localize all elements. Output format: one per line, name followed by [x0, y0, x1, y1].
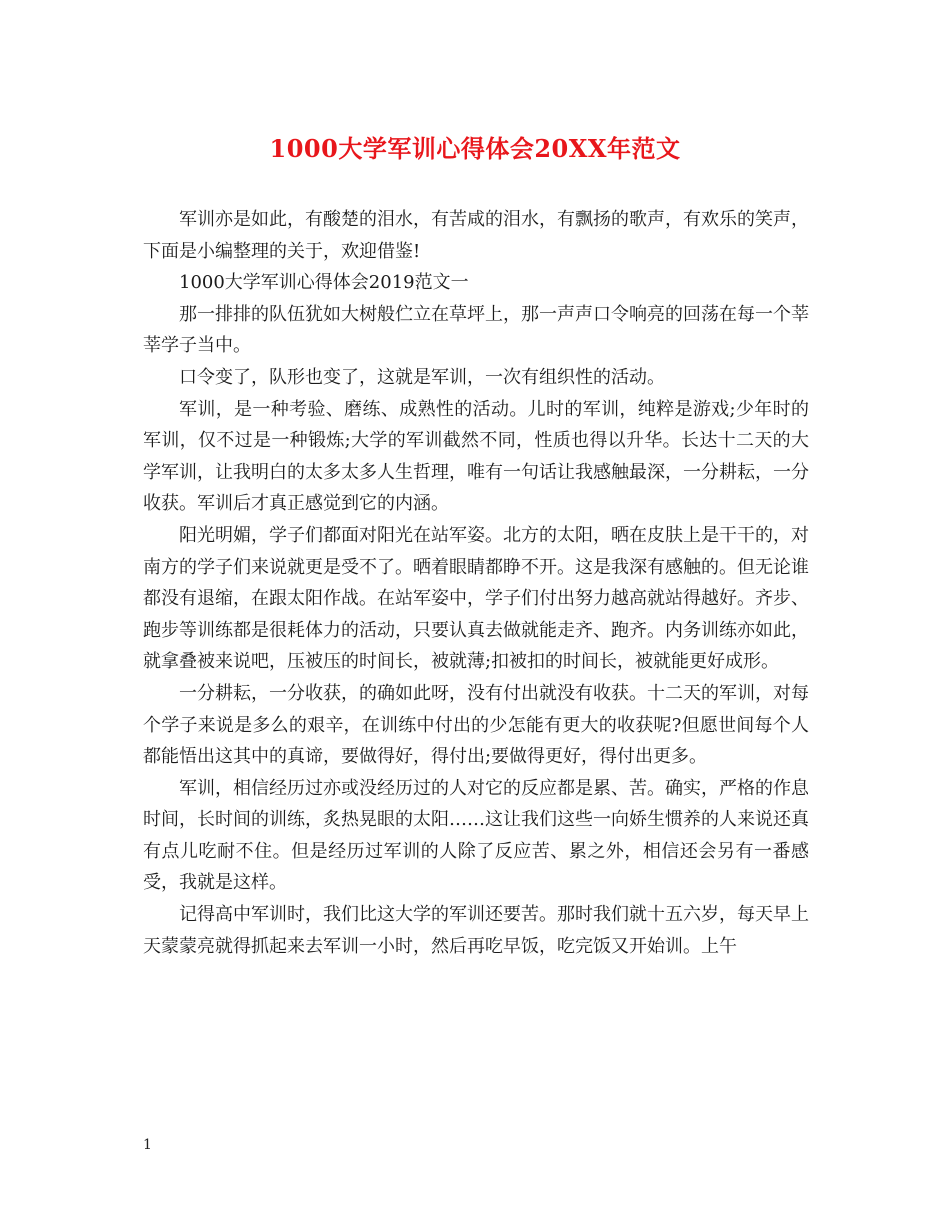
paragraph: 那一排排的队伍犹如大树般伫立在草坪上，那一声声口令响亮的回荡在每一个莘莘学子当中。 [143, 303, 809, 357]
document-title: 1000大学军训心得体会20XX年范文 [269, 134, 681, 163]
paragraph: 口令变了，队形也变了，这就是军训，一次有组织性的活动。 [179, 366, 665, 388]
paragraph: 一分耕耘，一分收获，的确如此呀，没有付出就没有收获。十二天的军训，对每个学子来说是多么的艰辛，在训练中付出的少怎能有更大的收获呢?但愿世间每个人都能悟出这其中的真谛，要做得好，得付出;要做得更好，得付出更多。 [143, 682, 809, 768]
page-number: 1 [143, 1137, 152, 1153]
paragraph: 阳光明媚，学子们都面对阳光在站军姿。北方的太阳，晒在皮肤上是干干的，对南方的学子们来说就更是受不了。晒着眼睛都睁不开。这是我深有感触的。但无论谁都没有退缩，在跟太阳作战。在站军姿中，学子们付出努力越高就站得越好。齐步、跑步等训练都是很耗体力的活动，只要认真去做就能走齐、跑齐。内务训练亦如此，就拿叠被来说吧，压被压的时间长，被就薄;扣被扣的时间长，被就能更好成形。 [143, 524, 809, 673]
paragraph: 军训，是一种考验、磨练、成熟性的活动。儿时的军训，纯粹是游戏;少年时的军训，仅不过是一种锻炼;大学的军训截然不同，性质也得以升华。长达十二天的大学军训，让我明白的太多太多人生哲理，唯有一句话让我感触最深，一分耕耘，一分收获。军训后才真正感觉到它的内涵。 [143, 398, 809, 515]
paragraph: 记得高中军训时，我们比这大学的军训还要苦。那时我们就十五六岁，每天早上天蒙蒙亮就得抓起来去军训一小时，然后再吃早饭，吃完饭又开始训。上午 [143, 904, 809, 957]
document-body [143, 204, 809, 962]
paragraph-intro: 军训亦是如此，有酸楚的泪水，有苦咸的泪水，有飘扬的歌声，有欢乐的笑声，下面是小编整理的关于，欢迎借鉴! [143, 209, 809, 262]
paragraph: 军训，相信经历过亦或没经历过的人对它的反应都是累、苦。确实，严格的作息时间，长时间的训练，炙热晃眼的太阳……这让我们这些一向娇生惯养的人来说还真有点儿吃耐不住。但是经历过军训的人除了反应苦、累之外，相信还会另有一番感受，我就是这样。 [143, 777, 809, 894]
paragraph-subheading: 1000大学军训心得体会2019范文一 [179, 272, 469, 294]
